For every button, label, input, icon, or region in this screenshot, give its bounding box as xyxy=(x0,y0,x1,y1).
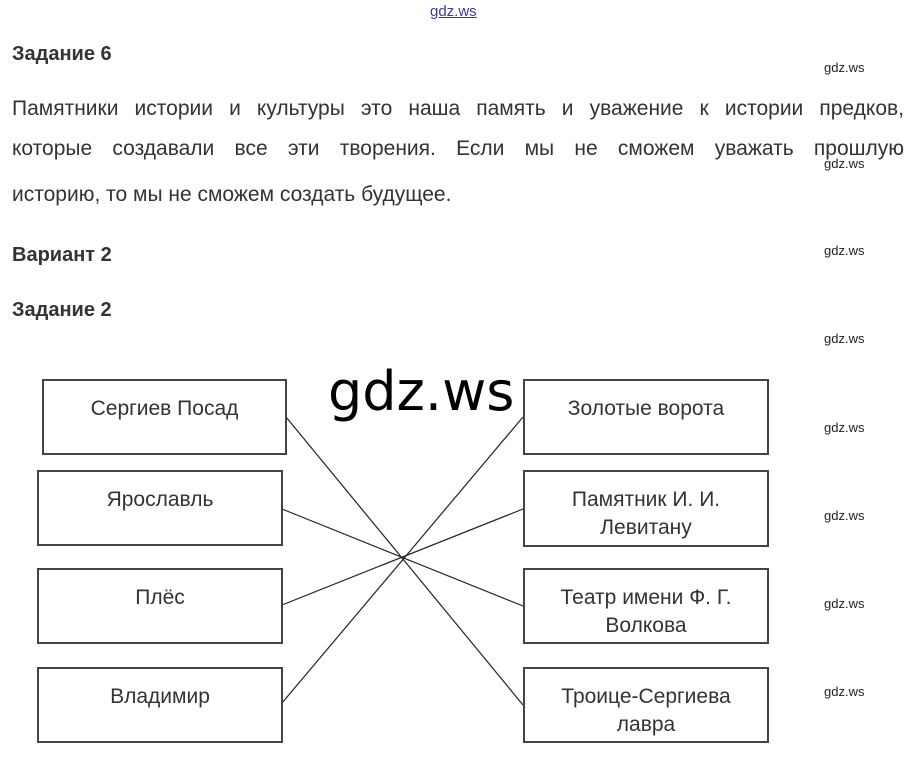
task6-text-line-3: историю, то мы не сможем создать будущее. xyxy=(12,183,452,206)
left-box-ples xyxy=(37,568,283,644)
right-box-teatr-volkova xyxy=(523,568,769,644)
side-watermark: gdz.ws xyxy=(824,508,865,523)
right-box-troitse-sergieva-lavra xyxy=(523,667,769,743)
left-box-yaroslavl xyxy=(37,470,283,546)
side-watermark: gdz.ws xyxy=(824,596,865,611)
task6-heading: Задание 6 xyxy=(12,43,112,65)
match-line-sergiev-posad xyxy=(286,417,523,705)
left-box-label: Владимир xyxy=(110,685,210,708)
watermark-top-link[interactable]: gdz.ws xyxy=(430,3,477,20)
side-watermark: gdz.ws xyxy=(824,243,865,258)
right-box-label-line: лавра xyxy=(616,713,676,736)
right-box-zolotye-vorota xyxy=(523,379,769,455)
right-box-label-line: Левитану xyxy=(600,516,692,539)
match-line-vladimir xyxy=(282,417,523,703)
task6-text-line-2: которые создавали все эти творения. Если мы не сможем уважать прошлую xyxy=(12,137,904,160)
task2-heading: Задание 2 xyxy=(12,299,112,321)
watermark-center: gdz.ws xyxy=(328,360,515,423)
variant-heading: Вариант 2 xyxy=(12,244,112,266)
right-box-label: Золотые ворота xyxy=(567,397,725,420)
left-box-vladimir xyxy=(37,667,283,743)
left-box-label: Сергиев Посад xyxy=(90,397,239,420)
right-box-label-line: Троице-Сергиева xyxy=(561,685,731,708)
right-box-pamyatnik-levitanu xyxy=(523,470,769,547)
side-watermark: gdz.ws xyxy=(824,331,865,346)
left-box-label: Плёс xyxy=(135,586,185,609)
right-box-label-line: Волкова xyxy=(605,614,687,637)
left-box-sergiev-posad xyxy=(42,379,287,455)
right-box-label-line: Театр имени Ф. Г. xyxy=(560,586,732,609)
side-watermark: gdz.ws xyxy=(824,420,865,435)
side-watermark: gdz.ws xyxy=(824,684,865,699)
right-box-label-line: Памятник И. И. xyxy=(571,488,721,511)
task6-text-line-1: Памятники истории и культуры это наша память и уважение к истории предков, xyxy=(12,97,904,120)
side-watermark: gdz.ws xyxy=(824,156,865,171)
side-watermark: gdz.ws xyxy=(824,60,865,75)
left-box-label: Ярославль xyxy=(106,488,214,511)
